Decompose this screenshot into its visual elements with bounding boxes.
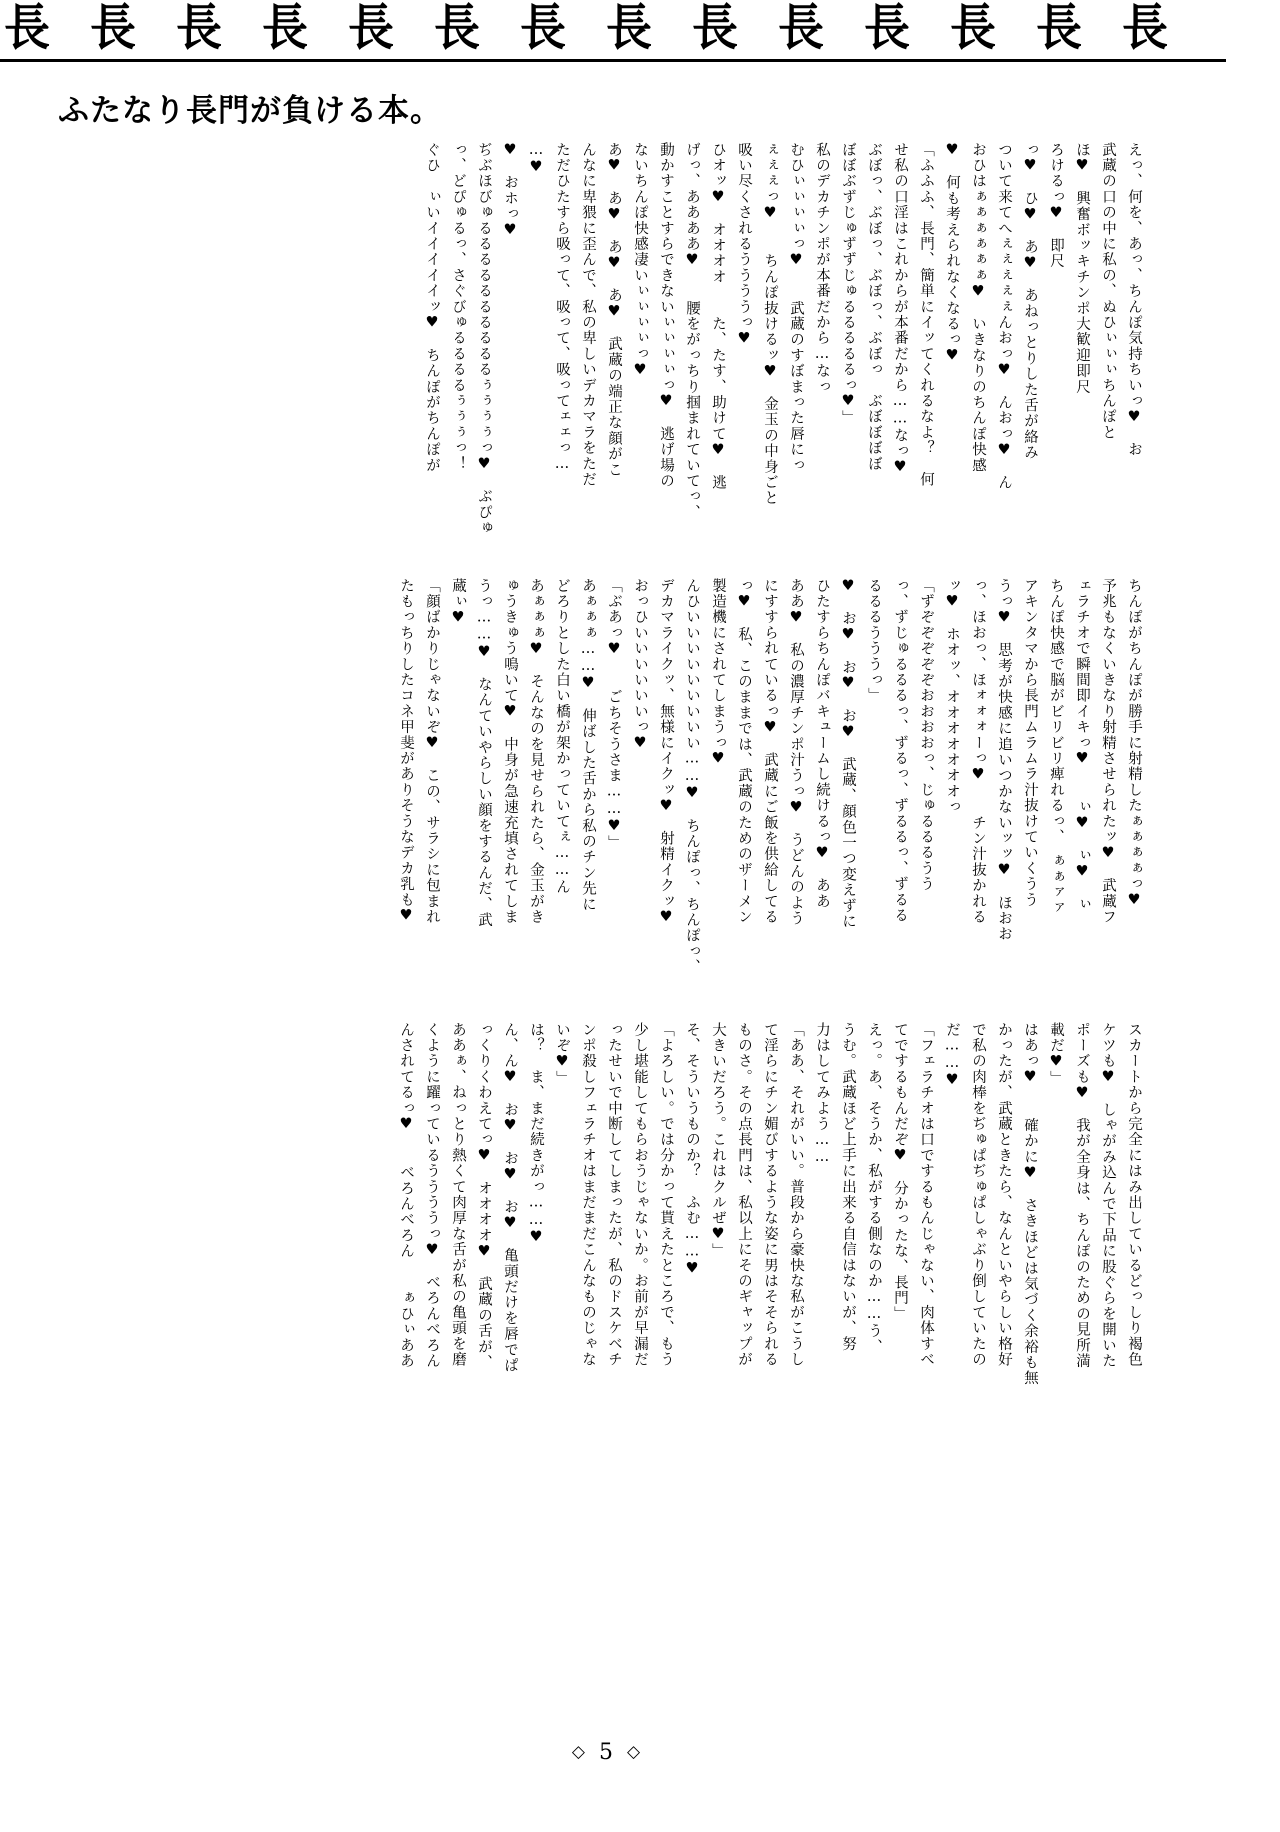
text-line: 蔵ぃ♥ [450, 578, 466, 627]
text-line: ついて来てへぇぇぇぇぇんおっ♥ んおっ♥ ん [996, 142, 1012, 491]
text-block-bottom [72, 1022, 1147, 1452]
text-line: かったが、武蔵ときたら、なんといやらしい格好 [996, 1022, 1012, 1368]
text-line: うっ……♥ なんていやらしい顔をするんだ、武 [476, 578, 492, 928]
text-line: アキンタマから長門ムラムラ汁抜けていくうう [1022, 578, 1038, 908]
banner-kanji: 長 [262, 0, 308, 57]
text-line: ぶぼっ、ぶぼっ、ぶぼっ、ぶぼっ ぶぼぼぼぼ [866, 142, 882, 472]
text-line: げっ、ああああ♥ 腰をがっちり掴まれていてっ、 [684, 142, 700, 521]
banner-kanji: 長 [1036, 0, 1082, 57]
text-line: デカマライクッ、無様にイクッ♥ 射精イクッ♥ [658, 578, 674, 927]
text-line: ッ♥ ホオッ、オオオオオオオっ [944, 578, 960, 815]
text-line: 「ぶあっ♥ ごちそうさま……♥」 [606, 578, 622, 851]
text-line: ぼぼぶずじゅずずじゅるるるるるっ♥」 [840, 142, 856, 427]
banner-kanji: 長 [864, 0, 910, 57]
page-title: ふたなり長門が負ける本。 [58, 93, 442, 129]
text-line: ♥ 何も考えられなくなるっ♥ [944, 142, 960, 365]
text-line: えっ。あ、そうか、私がする側なのか……う、 [866, 1022, 882, 1355]
text-line: るるるうううっ」 [866, 578, 882, 704]
text-line: おひはぁぁぁぁぁぁ♥ いきなりのちんぽ快感 [970, 142, 986, 474]
text-line: ぢぶほびゅるるるるるるるるるるぅぅぅぅっ♥ ぶぴゅ [476, 142, 492, 536]
text-line: っ♥ ひ♥ あ♥ あねっとりした舌が絡み [1022, 142, 1038, 461]
text-line: ないちんぽ快感凄いぃぃぃぃっ♥ [632, 142, 648, 379]
text-line: ぐひ ぃいイイイイイッ♥ ちんぽがちんぽが [424, 142, 440, 474]
text-line: ああ♥ 私の濃厚チンポ汁うっ♥ うどんのよう [788, 578, 804, 927]
text-line: 大きいだろう。これはクルぜ♥」 [710, 1022, 726, 1259]
text-line: ♥ おホっ♥ [502, 142, 518, 240]
text-line: ケツも♥ しゃがみ込んで下品に股ぐらを開いた [1100, 1022, 1116, 1369]
text-line: っ、ほおっ、ほォォォーっ♥ チン汁抜かれる [970, 578, 986, 925]
text-line: スカートから完全にはみ出しているどっしり褐色 [1126, 1022, 1142, 1368]
footer-left-diamond: ◇ [571, 1742, 599, 1762]
text-line: ったせいで中断してしまったが、私のドスケベチ [606, 1022, 622, 1368]
text-line: くように躍っているううううっ♥ べろんべろん [424, 1022, 440, 1369]
text-line: 吸い尽くされるううううっ♥ [736, 142, 752, 348]
text-line: そ、そういうものか？ ふむ……♥ [684, 1022, 700, 1278]
banner-kanji: 長 [606, 0, 652, 57]
text-line: ものさ。その点長門は、私以上にそのギャップが [736, 1022, 752, 1368]
top-banner [0, 0, 1226, 62]
text-line: 「ああ、それがいい。普段から豪快な私がこうし [788, 1022, 804, 1368]
text-line: ああぁ、ねっとり熱くて肉厚な舌が私の亀頭を磨 [450, 1022, 466, 1368]
text-line: て淫らにチン媚びするような姿に男はそそられる [762, 1022, 778, 1368]
text-block-top [72, 142, 1147, 552]
text-line: んひいいいいいいいいい……♥ ちんぽっ、ちんぽっ、 [684, 578, 700, 975]
text-line: うむ。武蔵ほど上手に出来る自信はないが、努 [840, 1022, 856, 1352]
banner-kanji: 長 [520, 0, 566, 57]
text-line: ほ♥ 興奮ボッキチンポ大歓迎即尺 [1074, 142, 1090, 395]
text-line: っ、ずじゅるるるっ、ずるっ、ずるるっ、ずるる [892, 578, 908, 924]
text-line: 「フェラチオは口でするもんじゃない、肉体すべ [918, 1022, 934, 1368]
text-line: いぞ♥」 [554, 1022, 570, 1087]
text-line: 「よろしい。では分かって貰えたところで、もう [658, 1022, 674, 1368]
text-line: たもっちりしたコネ甲斐がありそうなデカ乳も♥ [398, 578, 414, 925]
text-line: おっひいいいいいいっ♥ [632, 578, 648, 753]
banner-kanji: 長 [778, 0, 824, 57]
text-line: ポーズも♥ 我が全身は、ちんぽのための見所満 [1074, 1022, 1090, 1369]
text-line: だ……♥ [944, 1022, 960, 1090]
text-line: えっ、何を、あっ、ちんぽ気持ちいっ♥ お [1126, 142, 1142, 458]
text-line: あぁぁぁ♥ そんなのを見せられたら、金玉がき [528, 578, 544, 925]
page-number: 5 [599, 1740, 627, 1765]
text-line: 「ふふふ、長門、簡単にイッてくれるなよ？ 何 [918, 142, 934, 488]
text-line: っくりくわえてっ♥ オオオオ♥ 武蔵の舌が、 [476, 1022, 492, 1371]
text-line: 製造機にされてしまうっ♥ [710, 578, 726, 768]
text-line: ただひたすら吸って、吸って、吸ってェェっ… [554, 142, 570, 474]
text-line: ろけるっ♥ 即尺 [1048, 142, 1064, 270]
text-line: 動かすことすらできないぃぃぃぃっ♥ 逃げ場の [658, 142, 674, 489]
text-line: 私のデカチンポが本番だから…なっ [814, 142, 830, 395]
text-block-middle [72, 578, 1147, 998]
text-line: っ♥ 私、このままでは、武蔵のためのザーメン [736, 578, 752, 925]
text-line: ェラチオで瞬間即イキっ♥ ぃ♥ ぃ♥ ぃ [1074, 578, 1090, 913]
text-line: ひオッ♥ オオオオ た、たす、助けて♥ 逃 [710, 142, 726, 491]
text-line: せ私の口淫はこれからが本番だから……なっ♥ [892, 142, 908, 477]
text-line: は？ ま、まだ続きがっ……♥ [528, 1022, 544, 1247]
text-line: あ♥ あ♥ あ♥ あ♥ 武蔵の端正な顔がこ [606, 142, 622, 478]
text-line: むひぃぃぃぃっ♥ 武蔵のすぼまった唇にっ [788, 142, 804, 474]
text-line: にすすられているっ♥ 武蔵にご飯を供給してる [762, 578, 778, 925]
text-line: 予兆もなくいきなり射精させられたッ♥ 武蔵フ [1100, 578, 1116, 925]
text-line: ちんぽがちんぽが勝手に射精したぁぁぁぁっ♥ [1126, 578, 1142, 910]
text-line: んされてるっ♥ べろんべろん ぁひぃああ [398, 1022, 414, 1369]
text-line: で私の肉棒をぢゅぱぢゅぱしゃぶり倒していたの [970, 1022, 986, 1368]
page-gutter [1226, 0, 1280, 1832]
text-line: 「ずぞぞぞぞぞおおおおっ、じゅるるるうう [918, 578, 934, 892]
banner-kanji: 長 [348, 0, 394, 57]
banner-kanji: 長 [176, 0, 222, 57]
text-line: てでするもんだぞ♥ 分かったな、長門」 [892, 1022, 908, 1322]
banner-kanji: 長 [434, 0, 480, 57]
banner-kanji: 長 [692, 0, 738, 57]
banner-kanji: 長 [1122, 0, 1168, 57]
text-line: あぁぁぁ……♥ 伸ばした舌から私のチン先に [580, 578, 596, 913]
text-line: 力はしてみよう…… [814, 1022, 830, 1167]
text-line: はあっ♥ 確かに♥ さきほどは気づく余裕も無 [1022, 1022, 1038, 1387]
text-line: ンポ殺しフェラチオはまだまだこんなものじゃな [580, 1022, 596, 1368]
text-line: ん、ん♥ お♥ お♥ お♥ 亀頭だけを唇でぱ [502, 1022, 518, 1374]
text-line: 「顔ばかりじゃないぞ♥ この、サラシに包まれ [424, 578, 440, 925]
text-line: うっ♥ 思考が快感に追いつかないッッ♥ ほおお [996, 578, 1012, 943]
text-line: 武蔵の口の中に私の、ぬひぃぃぃちんぽと [1100, 142, 1116, 441]
banner-kanji: 長 [950, 0, 996, 57]
page-footer [0, 1740, 1226, 1765]
banner-strip [0, 0, 1226, 56]
text-line: …♥ [528, 142, 544, 177]
text-line: ぇぇぇっ♥ ちんぽ抜けるッ♥ 金玉の中身ごと [762, 142, 778, 507]
banner-kanji: 長 [90, 0, 136, 57]
text-line: 少し堪能してもらおうじゃないか。お前が早漏だ [632, 1022, 648, 1368]
footer-right-diamond: ◇ [627, 1742, 655, 1762]
banner-kanji: 長 [4, 0, 50, 57]
text-line: っ、どぴゅるっ、さぐびゅるるるるぅぅぅっ！ [450, 142, 466, 472]
text-line: んなに卑猥に歪んで、私の卑しいデカマラをただ [580, 142, 596, 488]
text-line: 載だ♥」 [1048, 1022, 1064, 1087]
text-line: ひたすらちんぽバキュームし続けるっ♥ ああ [814, 578, 830, 910]
text-line: ゅうきゅう鳴いて♥ 中身が急速充填されてしま [502, 578, 518, 925]
text-line: ちんぽ快感で脳がビリビリ痺れるっ、 ぁぁァァ [1048, 578, 1064, 917]
text-line: ♥ お♥ お♥ お♥ 武蔵、顔色一つ変えずに [840, 578, 856, 930]
text-line: どろりとした白い橋が架かっていてぇ……ん [554, 578, 570, 895]
